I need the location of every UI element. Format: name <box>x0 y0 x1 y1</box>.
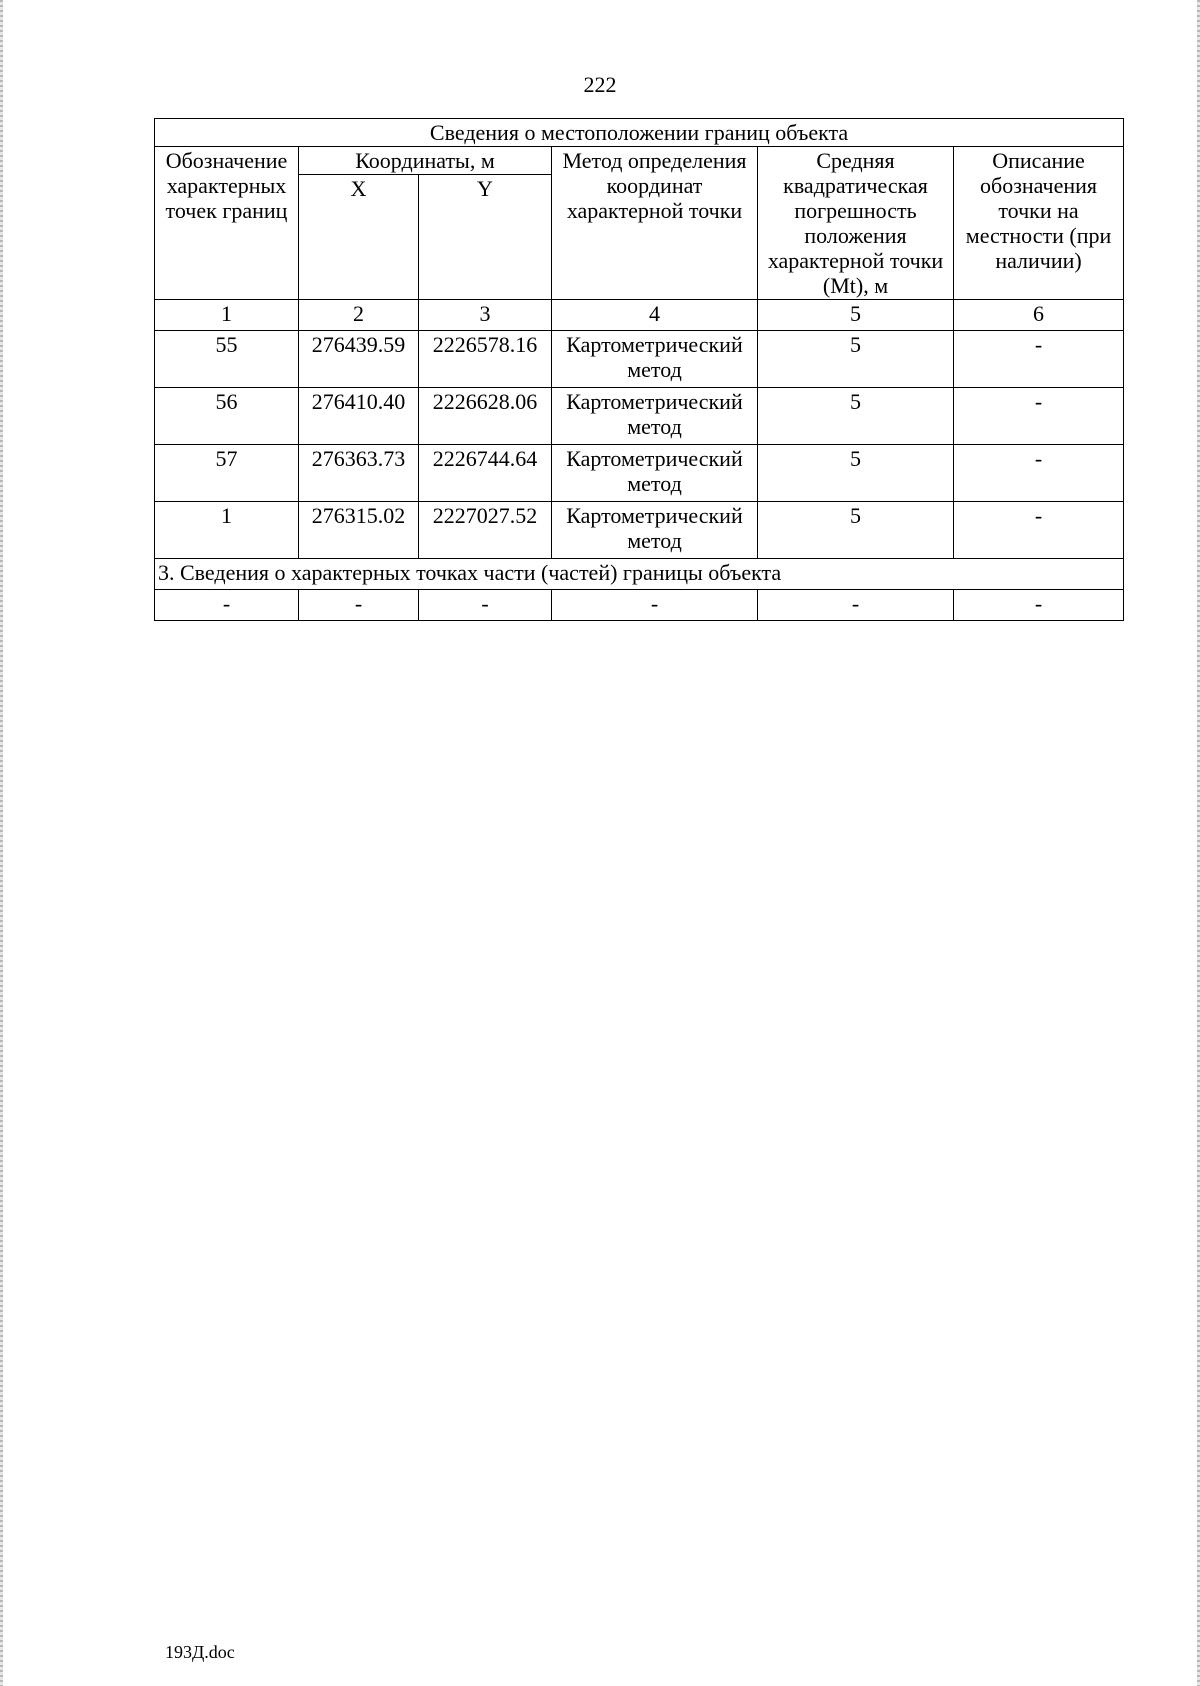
cell-point: 1 <box>155 502 299 559</box>
section3-cell: - <box>419 590 552 621</box>
cell-error: 5 <box>758 502 954 559</box>
boundary-table <box>154 118 1124 621</box>
header-description: Описание обозначения точки на местности (при наличии) <box>954 147 1124 300</box>
table-row <box>155 445 1124 502</box>
cell-y: 2226628.06 <box>419 388 552 445</box>
cell-error: 5 <box>758 388 954 445</box>
column-number: 4 <box>552 300 758 331</box>
table-title-row <box>155 119 1124 147</box>
cell-error: 5 <box>758 445 954 502</box>
column-number: 6 <box>954 300 1124 331</box>
section3-cell: - <box>155 590 299 621</box>
scan-edge-left <box>0 0 3 1686</box>
footer-filename: 193Д.doc <box>165 1642 235 1662</box>
cell-y: 2226578.16 <box>419 331 552 388</box>
header-method: Метод определения координат характерной точки <box>552 147 758 300</box>
cell-x: 276315.02 <box>299 502 419 559</box>
section3-cell: - <box>299 590 419 621</box>
header-row-1 <box>155 147 1124 175</box>
column-number: 2 <box>299 300 419 331</box>
section3-title: 3. Сведения о характерных точках части (частей) границы объекта <box>155 559 1124 590</box>
cell-point: 55 <box>155 331 299 388</box>
column-number: 1 <box>155 300 299 331</box>
cell-x: 276363.73 <box>299 445 419 502</box>
cell-method: Картометрический метод <box>552 331 758 388</box>
cell-description: - <box>954 502 1124 559</box>
section3-cell: - <box>954 590 1124 621</box>
cell-point: 57 <box>155 445 299 502</box>
cell-method: Картометрический метод <box>552 445 758 502</box>
cell-point: 56 <box>155 388 299 445</box>
cell-description: - <box>954 445 1124 502</box>
header-designation: Обозначение характерных точек границ <box>155 147 299 300</box>
section3-title-row <box>155 559 1124 590</box>
cell-method: Картометрический метод <box>552 502 758 559</box>
cell-x: 276439.59 <box>299 331 419 388</box>
table-title: Сведения о местоположении границ объекта <box>155 119 1124 147</box>
section3-row <box>155 590 1124 621</box>
header-coordinates: Координаты, м <box>299 147 552 175</box>
section3-cell: - <box>758 590 954 621</box>
header-y: Y <box>419 175 552 300</box>
table-row <box>155 388 1124 445</box>
header-error: Средняя квадратическая погрешность положения характерной точки (Mt), м <box>758 147 954 300</box>
cell-y: 2226744.64 <box>419 445 552 502</box>
header-x: X <box>299 175 419 300</box>
column-number: 5 <box>758 300 954 331</box>
column-number: 3 <box>419 300 552 331</box>
cell-error: 5 <box>758 331 954 388</box>
cell-y: 2227027.52 <box>419 502 552 559</box>
section3-cell: - <box>552 590 758 621</box>
page-number: 222 <box>583 72 617 97</box>
cell-description: - <box>954 331 1124 388</box>
cell-x: 276410.40 <box>299 388 419 445</box>
cell-description: - <box>954 388 1124 445</box>
cell-method: Картометрический метод <box>552 388 758 445</box>
table-row <box>155 331 1124 388</box>
column-number-row <box>155 300 1124 331</box>
table-row <box>155 502 1124 559</box>
